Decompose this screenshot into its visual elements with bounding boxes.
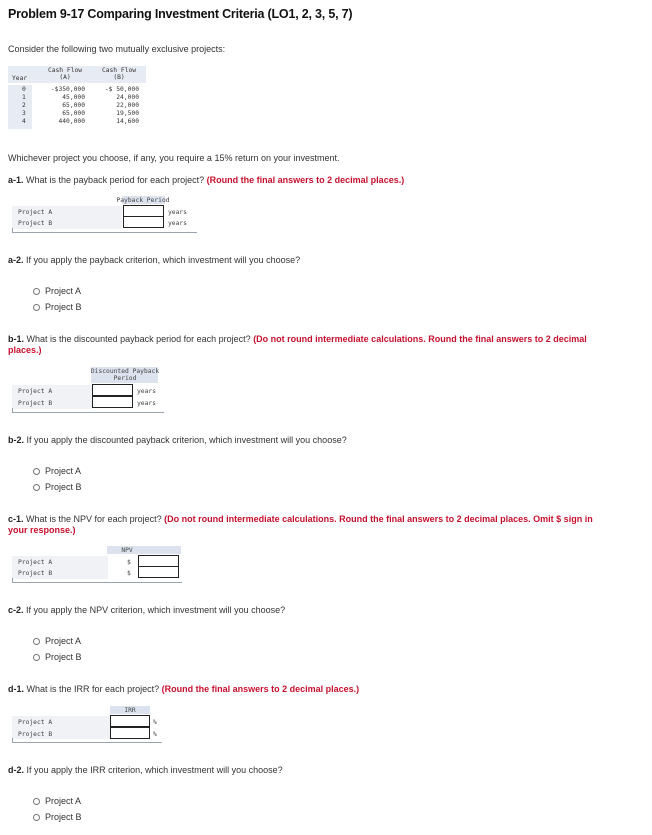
npv-b-input[interactable]: [138, 566, 179, 578]
discounted-payback-b-input[interactable]: [92, 396, 133, 408]
year-cell: 0: [22, 86, 26, 93]
radio-icon[interactable]: [33, 484, 40, 491]
question-b1: [8, 334, 608, 355]
question-d1: [8, 684, 359, 694]
cash-flow-a-cell: 65,000: [62, 102, 85, 109]
question-number: b-1.: [8, 334, 25, 344]
table-bottom-line: [12, 412, 164, 413]
discounted-payback-a-input[interactable]: [92, 384, 133, 396]
option-label: Project A: [45, 286, 82, 296]
currency-prefix: $: [127, 570, 131, 577]
radio-icon[interactable]: [33, 288, 40, 295]
radio-icon[interactable]: [33, 468, 40, 475]
npv-header: NPV: [121, 547, 133, 554]
a2-option-project-b[interactable]: [33, 302, 82, 312]
row-label: Project A: [18, 388, 53, 395]
question-d2: [8, 765, 283, 775]
year-header: Year: [12, 75, 28, 82]
cash-flow-b-cell: 14,600: [116, 118, 139, 125]
radio-icon[interactable]: [33, 304, 40, 311]
option-label: Project A: [45, 636, 82, 646]
requirement-text: Whichever project you choose, if any, you require a 15% return on your investment.: [8, 153, 340, 163]
year-cell: 3: [22, 110, 26, 117]
year-cell: 4: [22, 118, 26, 125]
row-label: Project B: [18, 400, 53, 407]
cash-flow-b-cell: 22,000: [116, 102, 139, 109]
table-corner-tick: [12, 738, 13, 743]
table-corner-tick: [12, 228, 13, 233]
question-number: b-2.: [8, 435, 25, 445]
table-bottom-line: [12, 742, 162, 743]
question-note: (Do not round intermediate calculations. Round the final answers to 2 decimal places.): [8, 334, 587, 355]
question-text: If you apply the NPV criterion, which investment will you choose?: [26, 605, 286, 615]
page-title: Problem 9-17 Comparing Investment Criteria (LO1, 2, 3, 5, 7): [8, 7, 353, 21]
row-label: Project B: [18, 731, 53, 738]
c2-option-project-a[interactable]: [33, 636, 81, 646]
unit-label: years: [137, 400, 156, 407]
irr-header: IRR: [124, 707, 136, 714]
question-note: (Do not round intermediate calculations. Round the final answers to 2 decimal places. Omit $ sign in your response.): [8, 514, 593, 535]
row-label: Project B: [18, 570, 53, 577]
cash-flow-a-subheader: (A): [59, 74, 71, 81]
option-label: Project A: [45, 466, 82, 476]
d2-option-project-b[interactable]: [33, 812, 82, 822]
cash-flow-a-cell: 440,000: [58, 118, 85, 125]
row-label: Project A: [18, 719, 53, 726]
cash-flow-b-cell: 24,000: [116, 94, 139, 101]
question-text: If you apply the IRR criterion, which investment will you choose?: [26, 765, 283, 775]
b2-option-project-b[interactable]: [33, 482, 82, 492]
question-a1: [8, 175, 404, 185]
cash-flow-b-cell: 19,500: [116, 110, 139, 117]
percent-unit: %: [153, 719, 157, 726]
cash-flow-b-cell: -$ 50,000: [104, 86, 139, 93]
irr-a-input[interactable]: [110, 715, 150, 727]
question-number: a-2.: [8, 255, 24, 265]
question-text: If you apply the payback criterion, which investment will you choose?: [26, 255, 301, 265]
cash-flow-a-cell: 65,000: [62, 110, 85, 117]
row-label: Project A: [18, 209, 53, 216]
question-text: What is the payback period for each project?: [26, 175, 205, 185]
radio-icon[interactable]: [33, 654, 40, 661]
year-cell: 2: [22, 102, 26, 109]
question-number: d-1.: [8, 684, 25, 694]
table-bottom-line: [12, 232, 197, 233]
payback-b-input[interactable]: [123, 216, 164, 228]
unit-label: years: [168, 220, 187, 227]
question-text: What is the IRR for each project?: [26, 684, 160, 694]
c2-option-project-b[interactable]: [33, 652, 82, 662]
row-label: Project B: [18, 220, 53, 227]
cash-flow-b-subheader: (B): [113, 74, 125, 81]
unit-label: years: [137, 388, 156, 395]
table-corner-tick: [12, 408, 13, 413]
cash-flow-a-cell: -$350,000: [50, 86, 85, 93]
cash-flow-b-header: Cash Flow: [101, 67, 137, 74]
question-c2: [8, 605, 285, 615]
b2-option-project-a[interactable]: [33, 466, 81, 476]
option-label: Project B: [45, 482, 82, 492]
discounted-payback-header: Discounted Payback: [90, 368, 160, 375]
question-number: c-2.: [8, 605, 24, 615]
radio-icon[interactable]: [33, 638, 40, 645]
year-column-bg: [8, 85, 32, 129]
question-b2: [8, 435, 347, 445]
currency-prefix: $: [127, 559, 131, 566]
cash-flow-a-header: Cash Flow: [47, 67, 83, 74]
question-number: c-1.: [8, 514, 24, 524]
option-label: Project B: [45, 812, 82, 822]
question-text: If you apply the discounted payback criterion, which investment will you choose?: [26, 435, 347, 445]
year-cell: 1: [22, 94, 26, 101]
a2-option-project-a[interactable]: [33, 286, 81, 296]
irr-b-input[interactable]: [110, 727, 150, 739]
radio-icon[interactable]: [33, 814, 40, 821]
discounted-payback-header-2: Period: [113, 375, 137, 382]
cash-flow-a-cell: 45,000: [62, 94, 85, 101]
question-text: What is the discounted payback period for each project?: [26, 334, 251, 344]
question-number: a-1.: [8, 175, 24, 185]
question-a2: [8, 255, 300, 265]
question-text: What is the NPV for each project?: [26, 514, 162, 524]
payback-header: Payback Period: [116, 197, 170, 204]
unit-label: years: [168, 209, 187, 216]
question-c1: [8, 514, 608, 535]
question-note: (Round the final answers to 2 decimal places.): [161, 684, 360, 694]
option-label: Project B: [45, 652, 82, 662]
table-corner-tick: [12, 578, 13, 583]
option-label: Project A: [45, 796, 82, 806]
radio-icon[interactable]: [33, 798, 40, 805]
table-bottom-line: [12, 582, 182, 583]
question-note: (Round the final answers to 2 decimal places.): [206, 175, 405, 185]
percent-unit: %: [153, 731, 157, 738]
question-number: d-2.: [8, 765, 25, 775]
row-label: Project A: [18, 559, 53, 566]
intro-text: Consider the following two mutually exclusive projects:: [8, 44, 226, 54]
option-label: Project B: [45, 302, 82, 312]
d2-option-project-a[interactable]: [33, 796, 81, 806]
